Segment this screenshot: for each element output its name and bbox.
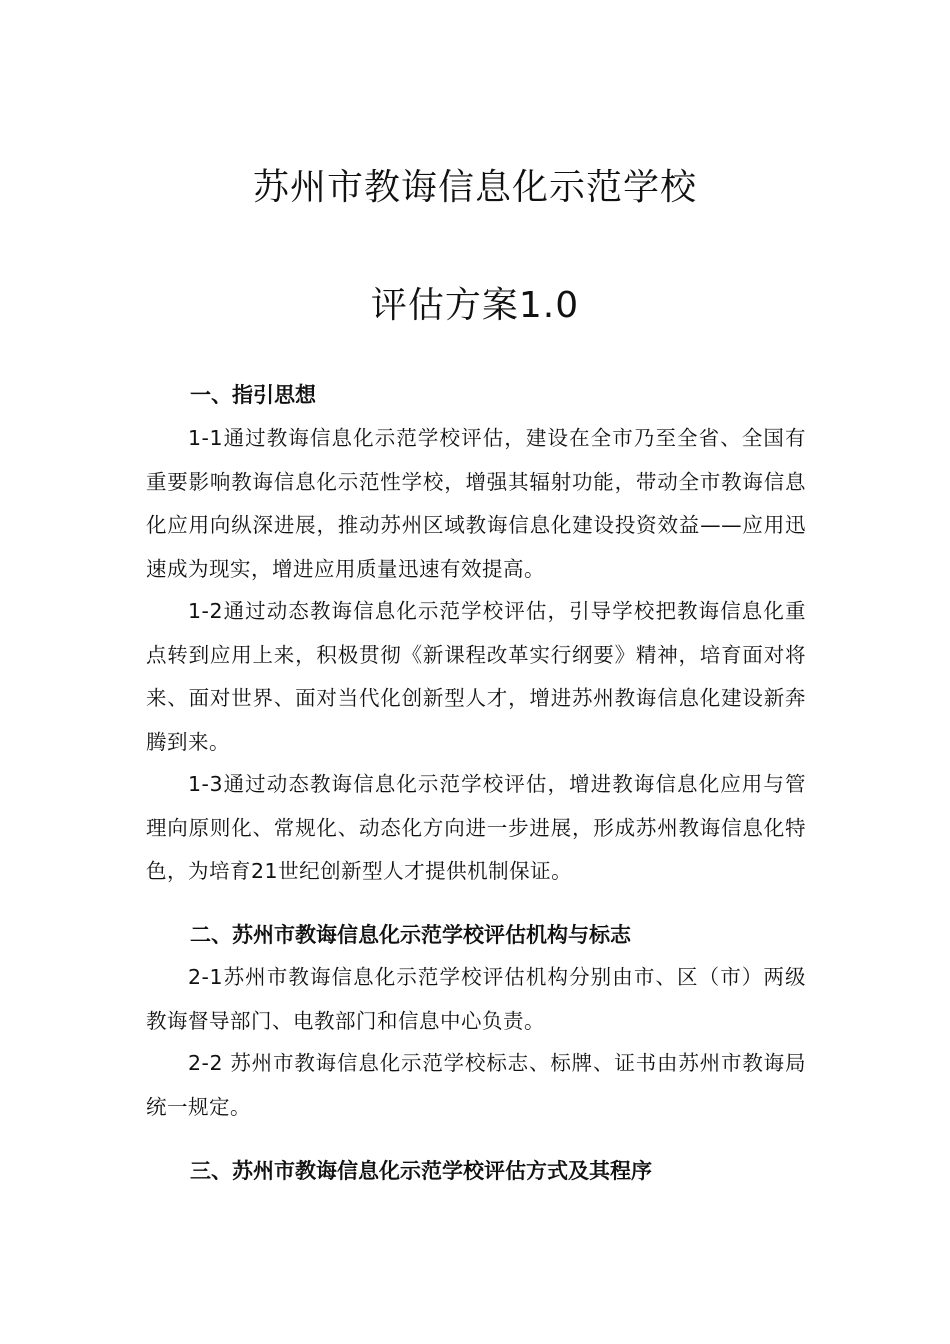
paragraph-1-2: 1-2通过动态教诲信息化示范学校评估，引导学校把教诲信息化重点转到应用上来，积极贯彻《新课程改革实行纲要》精神，培育面对将来、面对世界、面对当代化创新型人才，增进苏州教诲信息化建设新奔腾到来。 [146, 599, 806, 754]
document-title-line-2: 评估方案1.0 [370, 285, 580, 326]
section-heading-1: 一、指引思想 [190, 383, 316, 407]
section-heading-2: 二、苏州市教诲信息化示范学校评估机构与标志 [190, 923, 631, 947]
paragraph-2-2: 2-2 苏州市教诲信息化示范学校标志、标牌、证书由苏州市教诲局统一规定。 [146, 1051, 806, 1119]
paragraph-1-1: 1-1通过教诲信息化示范学校评估，建设在全市乃至全省、全国有重要影响教诲信息化示范性学校，增强其辐射功能，带动全市教诲信息化应用向纵深进展，推动苏州区域教诲信息化建设投资效益——应用迅速成为现实，增进应用质量迅速有效提高。 [146, 426, 806, 581]
paragraph-2-1: 2-1苏州市教诲信息化示范学校评估机构分别由市、区（市）两级教诲督导部门、电教部门和信息中心负责。 [146, 965, 806, 1033]
document-title-line-1: 苏州市教诲信息化示范学校 [252, 167, 697, 208]
section-heading-3: 三、苏州市教诲信息化示范学校评估方式及其程序 [190, 1159, 652, 1183]
paragraph-1-3: 1-3通过动态教诲信息化示范学校评估，增进教诲信息化应用与管理向原则化、常规化、动态化方向进一步进展，形成苏州教诲信息化特色，为培育21世纪创新型人才提供机制保证。 [146, 772, 806, 883]
